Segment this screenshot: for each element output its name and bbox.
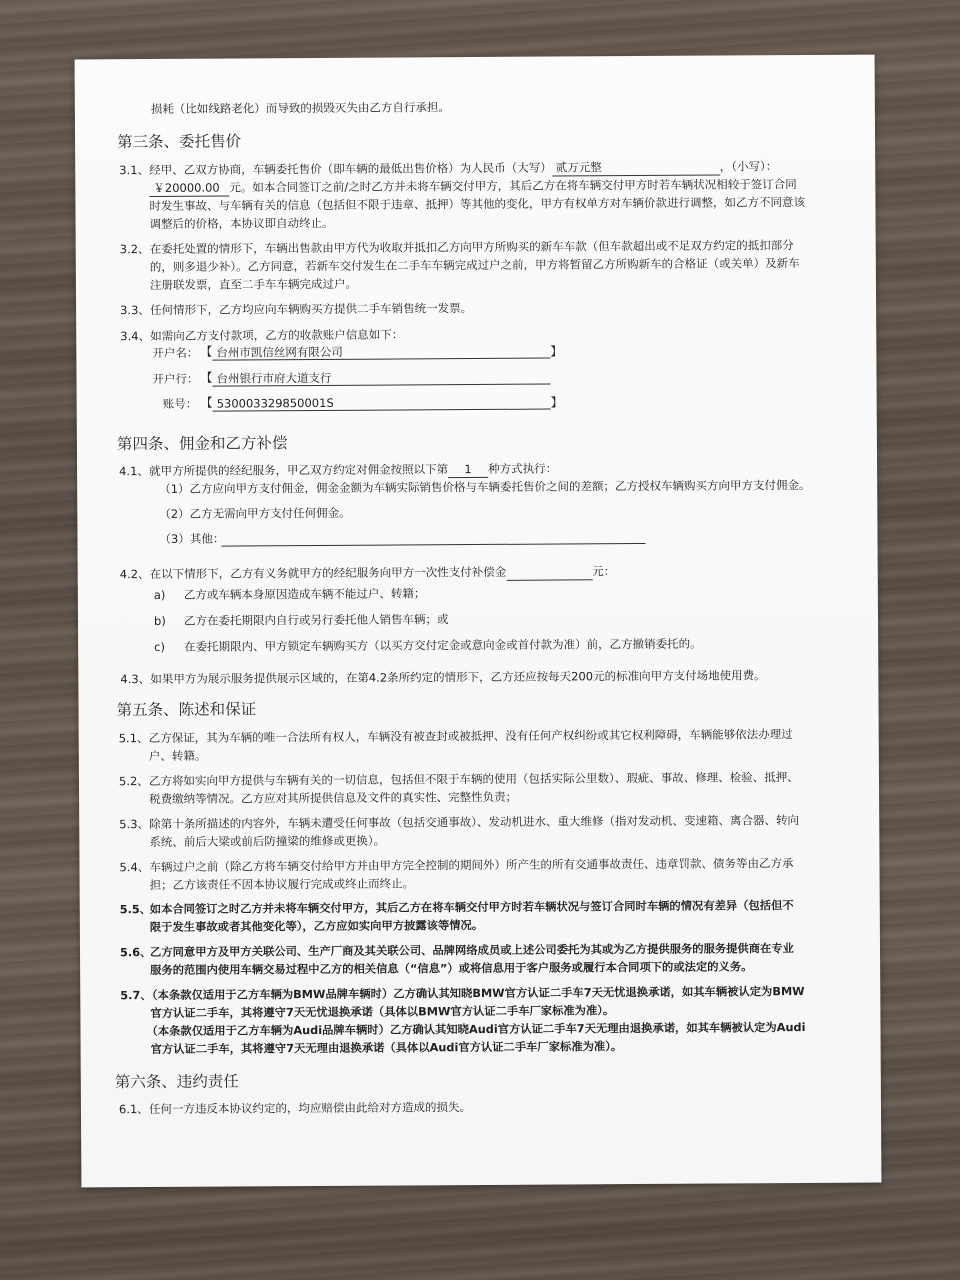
clause-3-3-num: 3.3、 [120, 302, 150, 318]
clause-3-1-num: 3.1、 [119, 163, 150, 178]
clause-5-7-line2: 官方认证二手车，其将遵守7天无忧退换承诺（具体以BMW官方认证二手车厂家标准为准）。 [150, 1004, 615, 1021]
clause-6-1-line1: 任何一方违反本协议约定的，均应赔偿由此给对方造成的损失。 [148, 1100, 472, 1117]
clause-5-7-line4: 官方认证二手车，其将遵守7天无理由退换承诺（具体以Audi官方认证二手车厂家标准为准）。 [150, 1040, 623, 1057]
bracket-open: 【 [200, 370, 213, 385]
clause-5-5-line1: 如本合同签订之时乙方并未将车辆交付甲方，其后乙方在将车辆交付甲方时若车辆状况与签订合同时车辆的情况有差异（包括但不 [149, 899, 794, 917]
bracket-open: 【 [200, 395, 213, 410]
clause-3-1-line3: 时发生事故、与车辆有关的信息（包括但不限于违章、抵押）等其他的变化，甲方有权单方对车辆价款进行调整，如乙方不同意该 [149, 194, 805, 213]
clause-5-4-line2: 担；乙方该责任不因本协议履行完成或终止而终止。 [149, 876, 415, 893]
item-a-key: a) [153, 587, 166, 602]
clause-5-6-line1: 乙方同意甲方及甲方关联公司、生产厂商及其关联公司、品牌网络成员或上述公司委托为其或为乙方提供服务的服务提供商在专业 [149, 942, 794, 960]
bracket-open: 【 [200, 344, 213, 359]
clause-4-2-num: 4.2、 [119, 567, 150, 582]
clause-6-1-num: 6.1、 [118, 1102, 149, 1117]
clause-3-1-line4: 调整后的价格，本协议即自动终止。 [149, 215, 334, 231]
clause-5-7-num: 5.7、 [120, 989, 152, 1003]
clause-4-1-line1: 就甲方所提供的经纪服务，甲乙双方约定对佣金按照以下第 1 种方式执行： [149, 461, 558, 479]
bank-value: 台州银行市府大道支行 [216, 370, 332, 386]
amount-lower: ￥20000.00 [149, 181, 229, 197]
item-c-text: 在委托期限内、甲方锁定车辆购买方（以买方交付定金或意向金或首付款为准）前，乙方撤销委托的。 [184, 636, 702, 654]
clause-5-5-num: 5.5、 [119, 903, 152, 917]
clause-5-5-line2: 限于发生事故或者其他变化等），乙方应如实向甲方披露该等情况。 [149, 918, 484, 935]
top-line: 损耗（比如线路老化）而导致的损毁灭失由乙方自行承担。 [150, 100, 450, 116]
clause-4-1-num: 4.1、 [119, 464, 149, 479]
amount-upper: 贰万元整 [552, 160, 720, 177]
commission-option-1: （1）乙方应向甲方支付佣金，佣金金额为车辆实际销售价格与车辆委托售价之间的差额；乙方授权车辆购买方向甲方支付佣金。 [159, 477, 811, 496]
clause-5-3-line2: 系统、前后大梁或前后防撞梁的维修或更换）。 [149, 833, 386, 850]
clause-5-1-num: 5.1、 [118, 731, 149, 746]
clause-4-2-line1: 在以下情形下，乙方有义务就甲方的经纪服务向甲方一次性支付补偿金 元： [149, 564, 616, 582]
section4-heading: 第四条、佣金和乙方补偿 [116, 434, 288, 454]
account-name-value: 台州市凯信丝网有限公司 [216, 344, 343, 360]
account-name-label: 开户名： [152, 345, 199, 360]
account-no-value: 530003329850001S [216, 395, 334, 411]
commission-option-3: （3）其他： [159, 531, 225, 546]
other-underline [222, 543, 646, 547]
clause-5-2-num: 5.2、 [118, 774, 149, 789]
clause-4-3-num: 4.3、 [120, 672, 151, 687]
section3-heading: 第三条、委托售价 [117, 132, 242, 152]
commission-choice: 1 [448, 462, 488, 478]
clause-5-3-num: 5.3、 [119, 817, 150, 832]
commission-option-2: （2）乙方无需向甲方支付任何佣金。 [159, 505, 351, 521]
clause-3-2-num: 3.2、 [119, 241, 150, 257]
clause-5-4-line1: 车辆过户之前（除乙方将车辆交付给甲方并由甲方完全控制的期间外）所产生的所有交通事故责任、违章罚款、债务等由乙方承 [149, 856, 794, 875]
clause-5-3-line1: 除第十条所描述的内容外，车辆未遭受任何事故（包括交通事故）、发动机进水、重大维修（指对发动机、变速箱、离合器、转向 [149, 813, 800, 832]
clause-3-2-line3: 注册联发票，直至二手车车辆完成过户。 [149, 276, 357, 292]
clause-3-3-line1: 任何情形下，乙方均应向车辆购买方提供二手车销售统一发票。 [150, 301, 473, 317]
clause-5-4-num: 5.4、 [119, 860, 150, 875]
clause-3-1-line2: ￥20000.00 元。如本合同签订之前/之时乙方并未将车辆交付甲方，其后乙方在将车辆交付甲方时若车辆状况相较于签订合同 [149, 175, 796, 197]
section5-heading: 第五条、陈述和保证 [116, 700, 257, 720]
clause-5-7-line1: （本条款仅适用于乙方车辆为BMW品牌车辆时）乙方确认其知晓BMW官方认证二手车7天无忧退换承诺，如其车辆被认定为BMW [146, 985, 805, 1003]
item-a-text: 乙方或车辆本身原因造成车辆不能过户、转籍； [183, 586, 426, 602]
clause-5-1-line2: 户、转籍。 [148, 748, 207, 764]
item-b-text: 乙方在委托期限内自行或另行委托他人销售车辆；或 [183, 612, 449, 628]
clause-5-1-line1: 乙方保证，其为车辆的唯一合法所有权人，车辆没有被查封或被抵押、没有任何产权纠纷或其它权利障碍，车辆能够依法办理过 [148, 727, 793, 746]
clause-4-3-line1: 如果甲方为展示服务提供展示区域的，在第4.2条所约定的情形下，乙方还应按每天200元的标准向甲方支付场地使用费。 [150, 668, 766, 687]
clause-5-2-line2: 税费缴纳等情况。乙方应对其所提供信息及文件的真实性、完整性负责； [149, 789, 518, 807]
clause-5-6-num: 5.6、 [119, 946, 152, 960]
section6-heading: 第六条、违约责任 [114, 1072, 239, 1092]
clause-5-6-line2: 服务的范围内使用车辆交易过程中乙方的相关信息（“信息”）或将信息用于客户服务或履行本合同项下的或法定的义务。 [150, 960, 753, 978]
clause-3-2-line1: 在委托处置的情形下，车辆出售款由甲方代为收取并抵扣乙方向甲方所购买的新车车款（但车款超出或不足双方约定的抵扣部分 [149, 238, 794, 256]
clause-3-2-line2: 的，则多退少补）。乙方同意，若新车交付发生在二手车车辆完成过户之前，甲方将暂留乙方所购新车的合格证（或关单）及新车 [149, 256, 800, 274]
clause-3-4-line1: 如需向乙方支付款项，乙方的收款账户信息如下： [150, 327, 404, 343]
clause-5-7-line3: （本条款仅适用于乙方车辆为Audi品牌车辆时）乙方确认其知晓Audi官方认证二手车7天无理由退换承诺，如其车辆被认定为Audi [146, 1021, 806, 1039]
clause-3-4-num: 3.4、 [120, 328, 151, 344]
clause-5-2-line1: 乙方将如实向甲方提供与车辆有关的一切信息，包括但不限于车辆的使用（包括实际公里数）、瑕疵、事故、修理、检验、抵押、 [148, 770, 799, 789]
clause-3-1-line1: 经甲、乙双方协商，车辆委托售价（即车辆的最低出售价格）为人民币（大写） 贰万元整 ，（小写）： [149, 159, 778, 177]
bank-label: 开户行： [152, 371, 199, 386]
account-no-label: 账号： [162, 396, 198, 411]
bracket-close: 】 [550, 344, 563, 359]
bracket-close: 】 [550, 395, 563, 410]
contract-page [75, 55, 882, 1188]
compensation-blank [506, 564, 592, 581]
item-c-key: c) [154, 639, 166, 654]
item-b-key: b) [153, 613, 166, 628]
